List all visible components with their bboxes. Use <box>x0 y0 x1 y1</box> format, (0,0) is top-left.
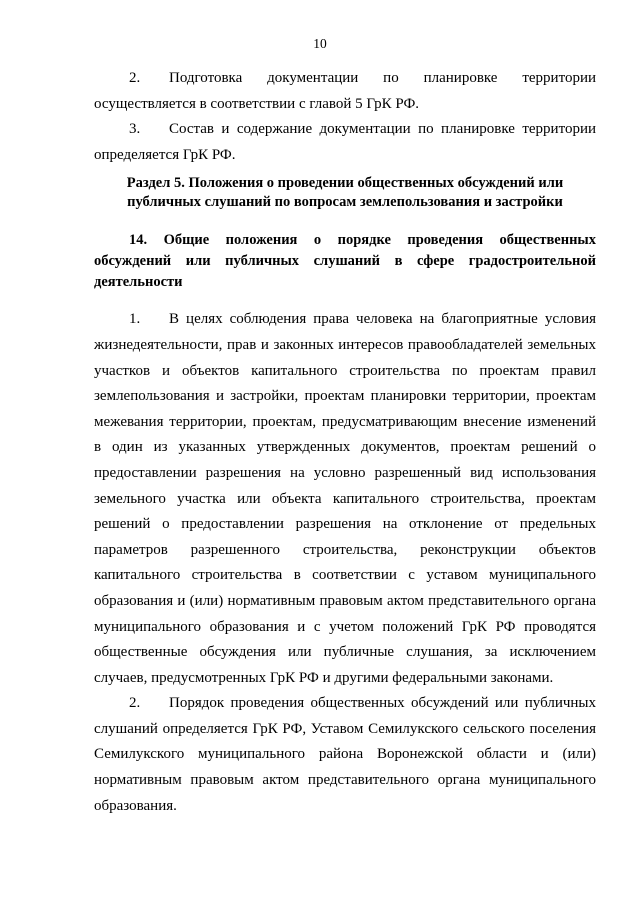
paragraph-article-item-2 <box>94 691 596 819</box>
section-heading-line-2: публичных слушаний по вопросам землепользования и застройки <box>127 194 563 211</box>
section-heading-line-1: Раздел 5. Положения о проведении общественных обсуждений или <box>126 175 564 192</box>
item-number: 1. <box>129 311 141 328</box>
page-content <box>94 66 596 819</box>
item-number: 3. <box>129 121 141 138</box>
item-text: Состав и содержание документации по планировке территории определяется ГрК РФ. <box>94 121 596 163</box>
page-number: 10 <box>313 36 327 51</box>
item-text: В целях соблюдения права человека на благоприятные условия жизнедеятельности, прав и законных интересов правообладателей земельных участков и объектов капитального строительства по проектам правил землепользования и застройки, проектам планировки территории, проектам межевания территории, проектам, предусматривающим внесение изменений в один из указанных утвержденных документов, проектам решений о предоставлении разрешения на условно разрешенный вид использования земельного участка или объекта капитального строительства, проектам решений о предоставлении разрешения на отклонение от предельных параметров разрешенного строительства, реконструкции объектов капитального строительства в соответствии с уставом муниципального образования и (или) нормативным правовым актом представительного органа муниципального образования и с учетом положений ГрК РФ проводятся общественные обсуждения или публичные слушания, за исключением случаев, предусмотренных ГрК РФ и другими федеральными законами. <box>94 311 596 686</box>
paragraph-item-2 <box>94 66 596 117</box>
item-text: Подготовка документации по планировке территории осуществляется в соответствии с главой 5 ГрК РФ. <box>94 70 596 112</box>
article-title: Общие положения о порядке проведения общественных обсуждений или публичных слушаний в сфере градостроительной деятельности <box>94 232 596 291</box>
item-number: 2. <box>129 695 141 712</box>
article-heading <box>94 230 596 293</box>
item-number: 2. <box>129 70 141 86</box>
item-text: Порядок проведения общественных обсуждений или публичных слушаний определяется ГрК РФ, Уставом Семилукского сельского поселения Семилукского муниципального района Воронежской области и (или) нормативным правовым актом представительного органа муниципального образования. <box>94 695 596 814</box>
section-heading <box>94 174 596 212</box>
paragraph-item-3 <box>94 117 596 168</box>
article-number: 14. <box>129 232 148 249</box>
paragraph-article-item-1 <box>94 307 596 691</box>
